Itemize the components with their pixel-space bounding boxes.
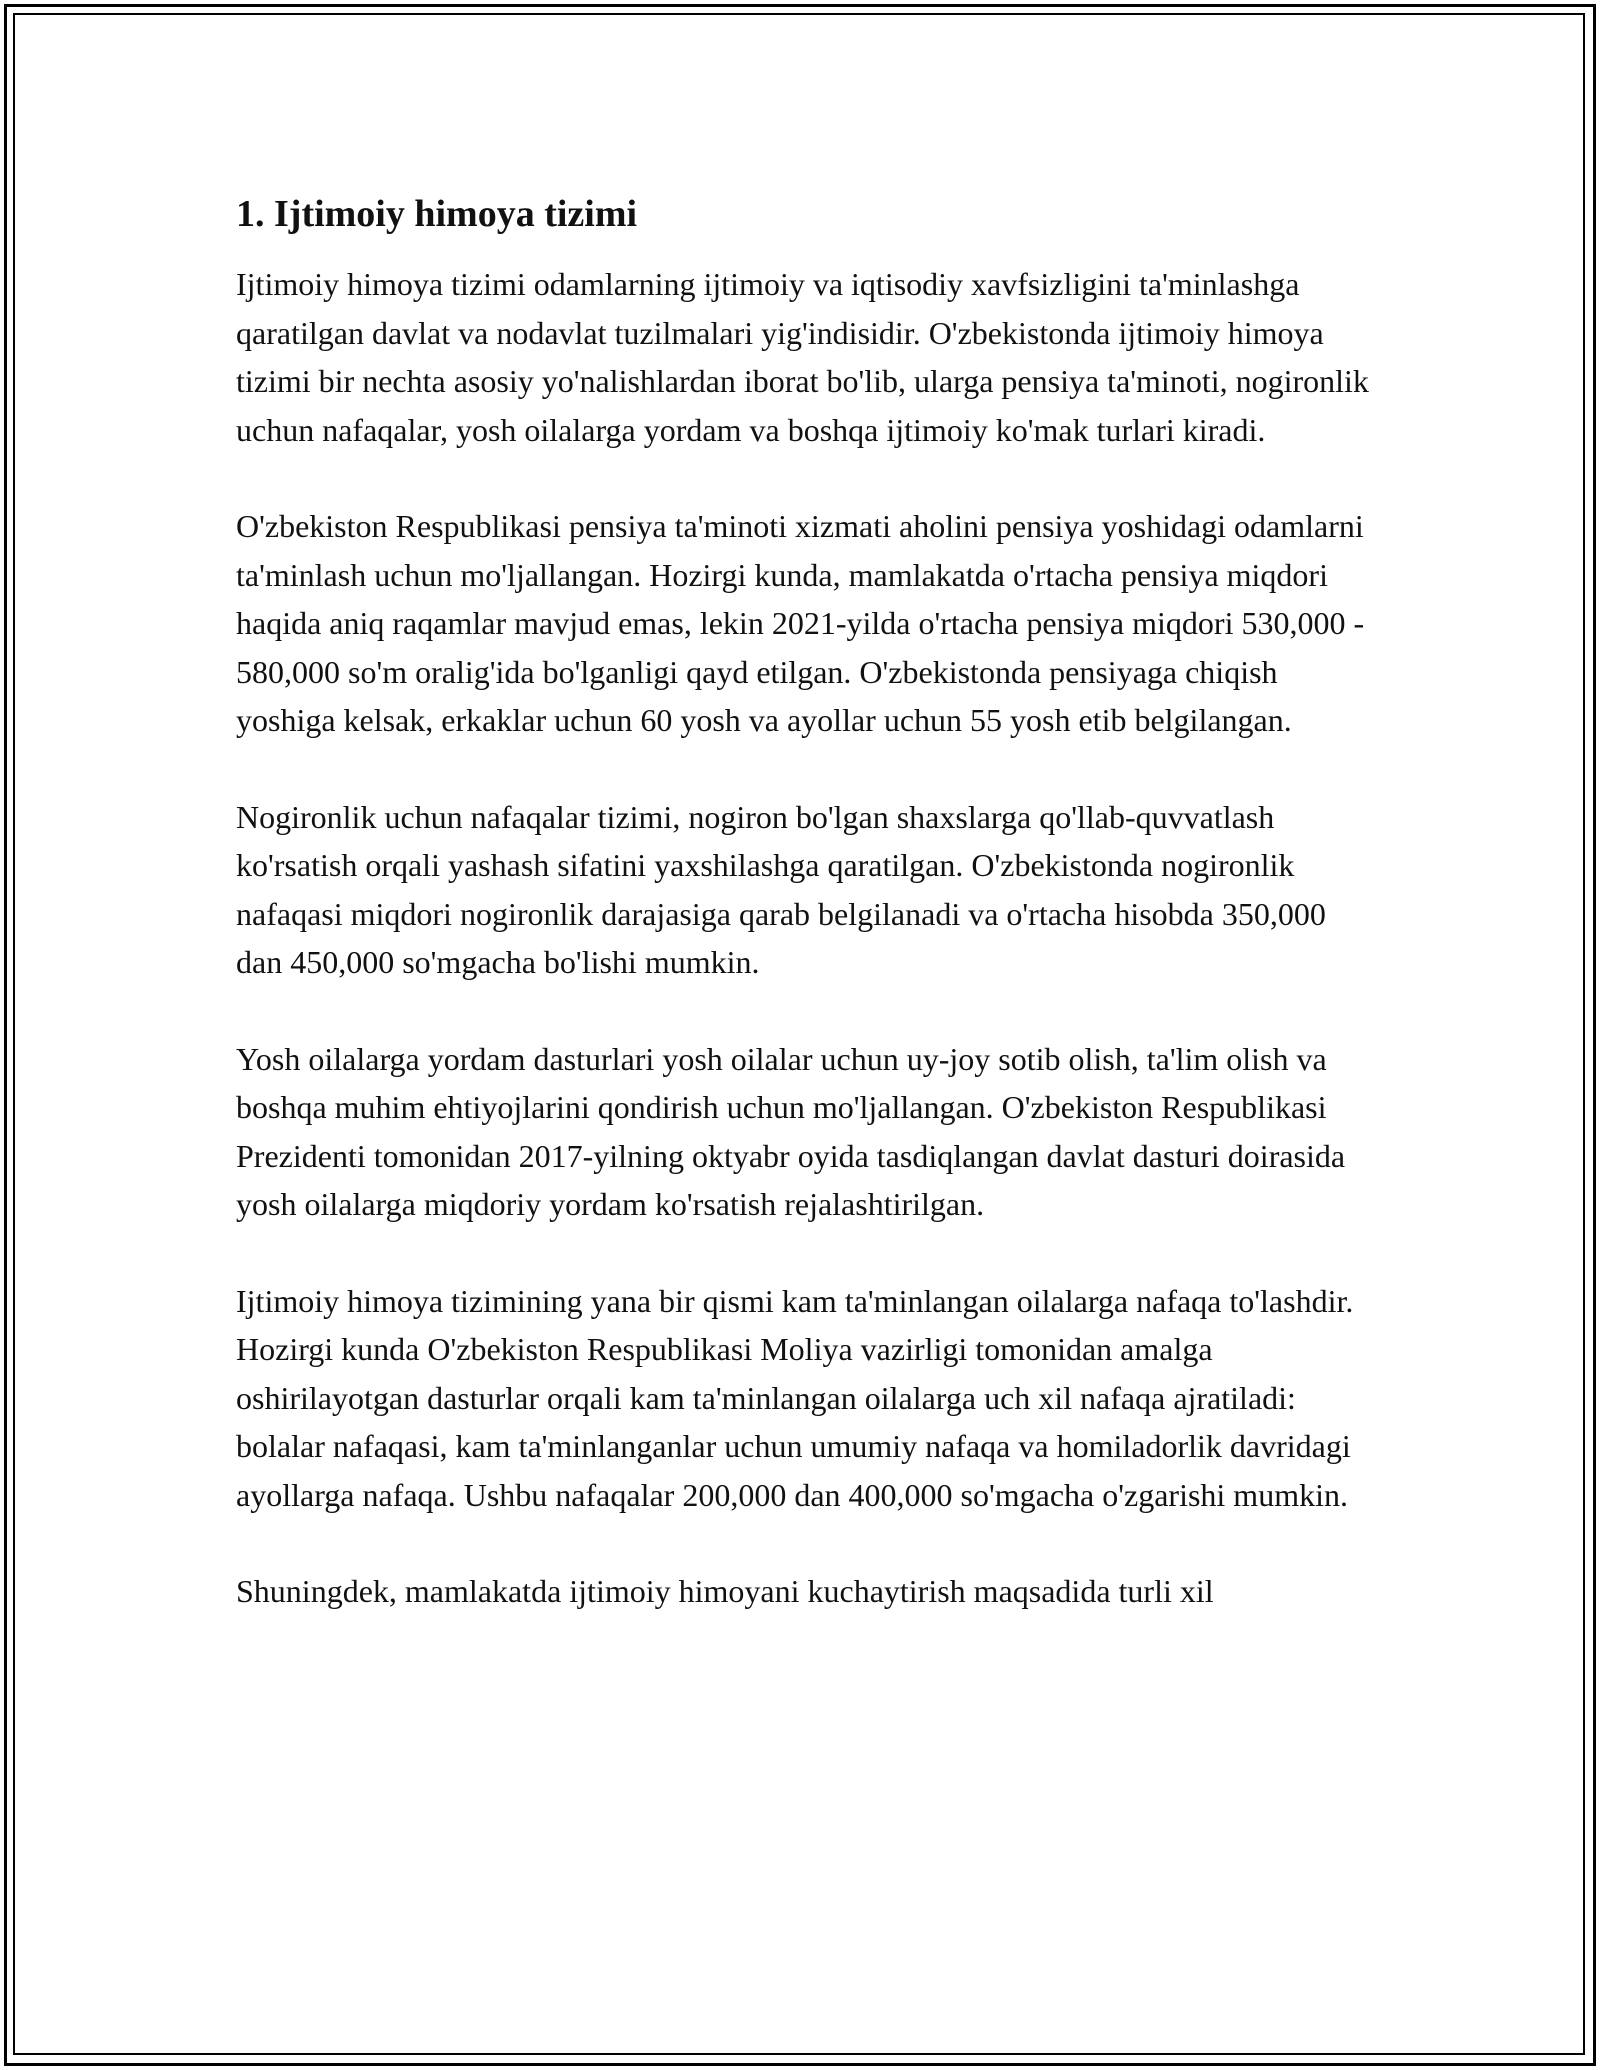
paragraph-pension: O'zbekiston Respublikasi pensiya ta'minoti xizmati aholini pensiya yoshidagi odamlarni ta'minlash uchun mo'ljallangan. Hozirgi kunda, mamlakatda o'rtacha pensiya miqdori haqida aniq raqamlar mavjud emas, lekin 2021-yilda o'rtacha pensiya miqdori 530,000 - 580,000 so'm oralig'ida bo'lganligi qayd etilgan. O'zbekistonda pensiyaga chiqish yoshiga kelsak, erkaklar uchun 60 yosh va ayollar uchun 55 yosh etib belgilangan. [236,508,1365,738]
paragraph-young-families: Yosh oilalarga yordam dasturlari yosh oilalar uchun uy-joy sotib olish, ta'lim olish va boshqa muhim ehtiyojlarini qondirish uchun mo'ljallangan. O'zbekiston Respublikasi Prezidenti tomonidan 2017-yilning oktyabr oyida tasdiqlangan davlat dasturi doirasida yosh oilalarga miqdoriy yordam ko'rsatish rejalashtirilgan. [236,1040,1346,1222]
document-page [236,188,1376,1664]
paragraph-continuation: Shuningdek, mamlakatda ijtimoiy himoyani kuchaytirish maqsadida turli xil [236,1573,1214,1609]
paragraph-disability: Nogironlik uchun nafaqalar tizimi, nogiron bo'lgan shaxslarga qo'llab-quvvatlash ko'rsatish orqali yashash sifatini yaxshilashga qaratilgan. O'zbekistonda nogironlik nafaqasi miqdori nogironlik darajasiga qarab belgilanadi va o'rtacha hisobda 350,000 dan 450,000 so'mgacha bo'lishi mumkin. [236,798,1326,980]
paragraph-low-income: Ijtimoiy himoya tizimining yana bir qismi kam ta'minlangan oilalarga nafaqa to'lashdir. Hozirgi kunda O'zbekiston Respublikasi Moliya vazirligi tomonidan amalga oshirilayotgan dasturlar orqali kam ta'minlangan oilalarga uch xil nafaqa ajratiladi: bolalar nafaqasi, kam ta'minlanganlar uchun umumiy nafaqa va homiladorlik davridagi ayollarga nafaqa. Ushbu nafaqalar 200,000 dan 400,000 so'mgacha o'zgarishi mumkin. [236,1282,1354,1513]
paragraph-intro: Ijtimoiy himoya tizimi odamlarning ijtimoiy va iqtisodiy xavfsizligini ta'minlashga qaratilgan davlat va nodavlat tuzilmalari yig'indisidir. O'zbekistonda ijtimoiy himoya tizimi bir nechta asosiy yo'nalishlardan iborat bo'lib, ularga pensiya ta'minoti, nogironlik uchun nafaqalar, yosh oilalarga yordam va boshqa ijtimoiy ko'mak turlari kiradi. [236,266,1369,448]
section-heading: 1. Ijtimoiy himoya tizimi [236,193,638,235]
